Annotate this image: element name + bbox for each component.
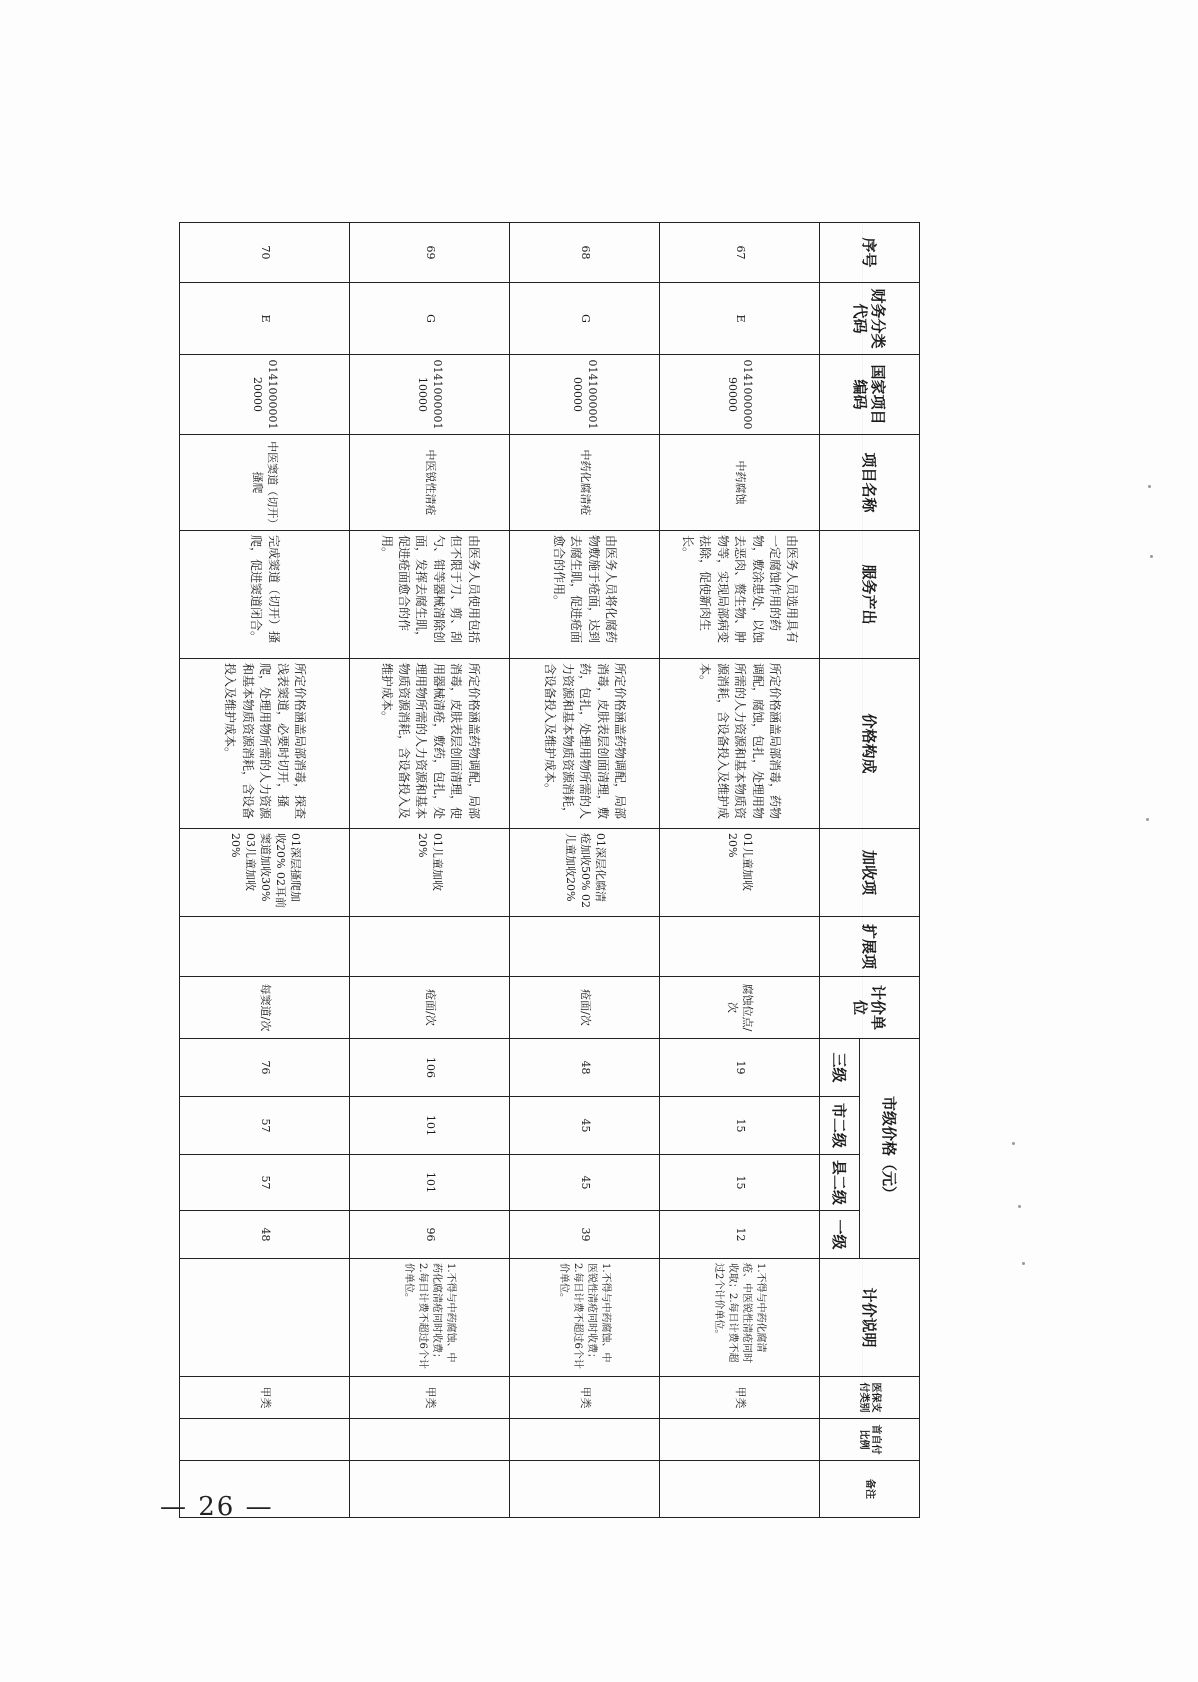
cell-seq: 68 <box>510 223 660 283</box>
page-number: — 26 — <box>160 1492 274 1522</box>
header-pricing-note: 计价说明 <box>820 1259 920 1377</box>
cell-extension <box>660 917 820 977</box>
table-row <box>180 223 350 1518</box>
cell-seq: 70 <box>180 223 350 283</box>
cell-service: 完成窦道（切开）搔爬，促进窦道闭合。 <box>180 531 350 659</box>
header-seq: 序号 <box>820 223 920 283</box>
header-city-price: 市级价格（元） <box>860 1039 920 1259</box>
cell-insurance: 甲类 <box>350 1377 510 1419</box>
cell-unit: 疮面/次 <box>510 977 660 1039</box>
header-name: 项目名称 <box>820 435 920 531</box>
cell-county2: 45 <box>510 1155 660 1211</box>
cell-seq: 69 <box>350 223 510 283</box>
header-insurance: 医保支付类别 <box>820 1377 920 1419</box>
cell-seq: 67 <box>660 223 820 283</box>
header-service: 服务产出 <box>820 531 920 659</box>
cell-name: 中药腐蚀 <box>660 435 820 531</box>
cell-level3: 106 <box>350 1039 510 1097</box>
header-level3: 三级 <box>820 1039 860 1097</box>
cell-unit: 疮面/次 <box>350 977 510 1039</box>
cell-self-pay <box>350 1419 510 1461</box>
cell-self-pay <box>180 1419 350 1461</box>
cell-city2: 45 <box>510 1097 660 1155</box>
cell-service: 由医务人员选用具有一定腐蚀作用的药物，敷涂患处，以蚀去恶肉、赘生物、肿物等，实现局部病变祛除，促使新肉生长。 <box>660 531 820 659</box>
cell-fin-code: G <box>510 283 660 355</box>
table-row <box>510 223 660 1518</box>
scan-speck <box>1022 1262 1025 1265</box>
cell-insurance: 甲类 <box>660 1377 820 1419</box>
header-county2: 县二级 <box>820 1155 860 1211</box>
header-nat-code: 国家项目编码 <box>820 355 920 435</box>
cell-nat-code: 014100000090000 <box>660 355 820 435</box>
scan-speck <box>1012 1142 1015 1145</box>
cell-nat-code: 014100000110000 <box>350 355 510 435</box>
cell-unit: 腐蚀位点/次 <box>660 977 820 1039</box>
cell-level3: 76 <box>180 1039 350 1097</box>
header-fin-code: 财务分类代码 <box>820 283 920 355</box>
cell-level3: 48 <box>510 1039 660 1097</box>
cell-service: 由医务人员将化腐药物敷施于疮面，达到去腐生肌，促进疮面愈合的作用。 <box>510 531 660 659</box>
header-self-pay: 首自付比例 <box>820 1419 920 1461</box>
cell-price-comp: 所定价格涵盖局部消毒，探查浅表窦道，必要时切开，搔爬，处理用物所需的人力资源和基本物质资源消耗，含设备投入及维护成本。 <box>180 659 350 829</box>
header-unit: 计价单位 <box>820 977 920 1039</box>
cell-extension <box>510 917 660 977</box>
cell-remark <box>350 1461 510 1518</box>
cell-fin-code: G <box>350 283 510 355</box>
cell-name: 中医锐性清疮 <box>350 435 510 531</box>
scan-speck <box>1150 555 1153 558</box>
price-table <box>179 222 920 1518</box>
cell-level1: 39 <box>510 1211 660 1259</box>
cell-nat-code: 014100000100000 <box>510 355 660 435</box>
cell-fin-code: E <box>660 283 820 355</box>
header-surcharge: 加收项 <box>820 829 920 917</box>
cell-insurance: 甲类 <box>180 1377 350 1419</box>
header-level1: 一级 <box>820 1211 860 1259</box>
cell-city2: 57 <box>180 1097 350 1155</box>
cell-surcharge: 01儿童加收20% <box>350 829 510 917</box>
cell-surcharge: 01深层化腐清疮加收50% 02儿童加收20% <box>510 829 660 917</box>
cell-extension <box>350 917 510 977</box>
cell-unit: 每窦道/次 <box>180 977 350 1039</box>
cell-level1: 48 <box>180 1211 350 1259</box>
cell-service: 由医务人员使用包括但不限于刀、剪、刮勺、钳等器械清除创面，发挥去腐生肌，促进疮面愈合的作用。 <box>350 531 510 659</box>
scan-speck <box>1148 485 1151 488</box>
table-row <box>350 223 510 1518</box>
cell-level1: 96 <box>350 1211 510 1259</box>
cell-level1: 12 <box>660 1211 820 1259</box>
cell-extension <box>180 917 350 977</box>
cell-price-comp: 所定价格涵盖药物调配，局部消毒，皮肤表层创面清理，使用器械清疮，敷药，包扎，处理用物所需的人力资源和基本物质资源消耗，含设备投入及维护成本。 <box>350 659 510 829</box>
table-row <box>660 223 820 1518</box>
cell-fin-code: E <box>180 283 350 355</box>
cell-pricing-note <box>180 1259 350 1377</box>
cell-insurance: 甲类 <box>510 1377 660 1419</box>
cell-city2: 15 <box>660 1097 820 1155</box>
cell-county2: 15 <box>660 1155 820 1211</box>
header-price-comp: 价格构成 <box>820 659 920 829</box>
header-city2: 市二级 <box>820 1097 860 1155</box>
cell-remark <box>510 1461 660 1518</box>
header-extension: 扩展项 <box>820 917 920 977</box>
cell-self-pay <box>660 1419 820 1461</box>
cell-nat-code: 014100000120000 <box>180 355 350 435</box>
cell-price-comp: 所定价格涵盖局部消毒，药物调配，腐蚀，包扎，处理用物所需的人力资源和基本物质资源消耗，含设备投入及维护成本。 <box>660 659 820 829</box>
cell-price-comp: 所定价格涵盖药物调配，局部消毒，皮肤表层创面清理，敷药，包扎，处理用物所需的人力资源和基本物质资源消耗，含设备投入及维护成本。 <box>510 659 660 829</box>
cell-pricing-note: 1.不得与中药腐蚀、中医锐性清疮同时收费；2.每日计费不超过6个计价单位。 <box>510 1259 660 1377</box>
cell-remark <box>660 1461 820 1518</box>
cell-county2: 101 <box>350 1155 510 1211</box>
cell-name: 中药化腐清疮 <box>510 435 660 531</box>
header-remark: 备注 <box>820 1461 920 1518</box>
cell-county2: 57 <box>180 1155 350 1211</box>
cell-self-pay <box>510 1419 660 1461</box>
scan-speck <box>1146 818 1149 821</box>
rotated-table-frame <box>180 222 920 1500</box>
cell-city2: 101 <box>350 1097 510 1155</box>
cell-pricing-note: 1.不得与中药化腐清疮、中医锐性清疮同时收取；2.每日计费不超过2个计价单位。 <box>660 1259 820 1377</box>
cell-surcharge: 01深层搔爬加收20% 02耳前窦道加收30% 03儿童加收20% <box>180 829 350 917</box>
cell-surcharge: 01儿童加收20% <box>660 829 820 917</box>
rotated-table <box>180 222 920 1500</box>
cell-level3: 19 <box>660 1039 820 1097</box>
scan-speck <box>1018 1205 1021 1208</box>
cell-pricing-note: 1.不得与中药腐蚀、中药化腐清疮同时收费；2.每日计费不超过6个计价单位。 <box>350 1259 510 1377</box>
cell-name: 中医窦道（切开）搔爬 <box>180 435 350 531</box>
